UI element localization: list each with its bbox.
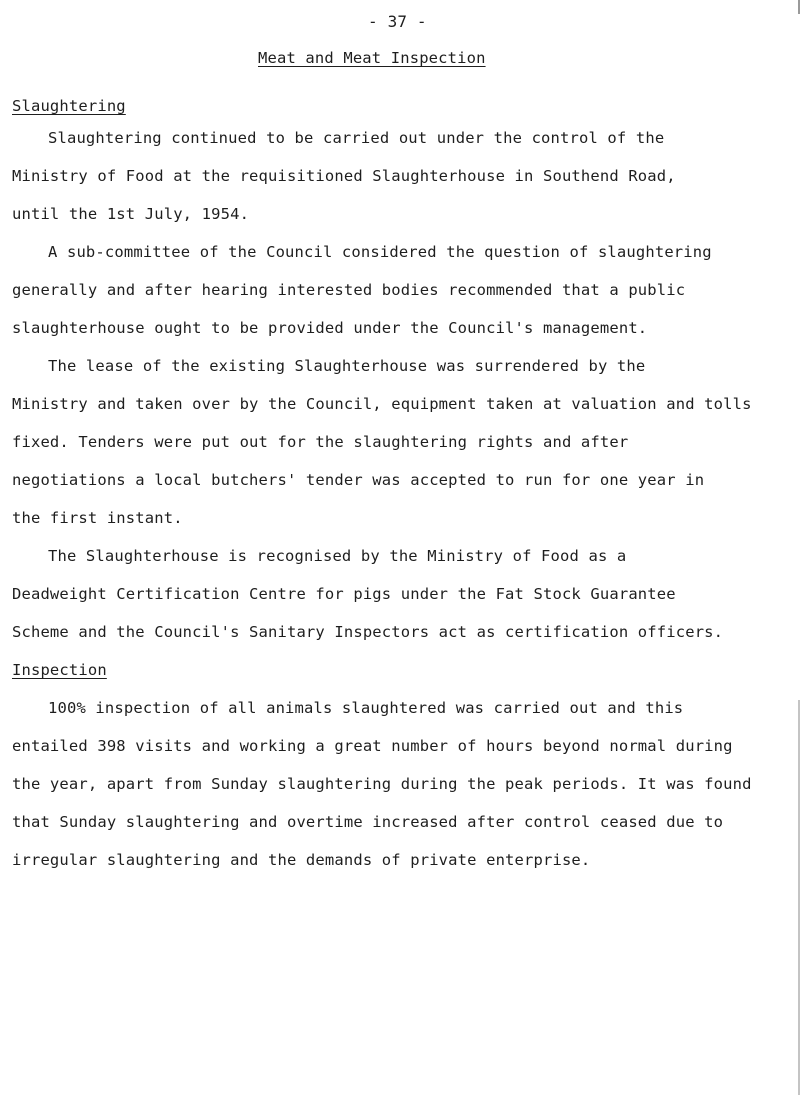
paragraph-line: the first instant. [12, 509, 183, 527]
section-heading-slaughtering: Slaughtering [12, 97, 126, 115]
page-title: Meat and Meat Inspection [258, 49, 486, 67]
paragraph-line: negotiations a local butchers' tender was accepted to run for one year in [12, 471, 705, 489]
paragraph-line: fixed. Tenders were put out for the slaughtering rights and after [12, 433, 629, 451]
paragraph-line: generally and after hearing interested bodies recommended that a public [12, 281, 686, 299]
paragraph-line: The lease of the existing Slaughterhouse was surrendered by the [48, 357, 646, 375]
paragraph-line: until the 1st July, 1954. [12, 205, 250, 223]
paragraph-line: Ministry and taken over by the Council, equipment taken at valuation and tolls [12, 395, 752, 413]
paragraph-line: the year, apart from Sunday slaughtering during the peak periods. It was found [12, 775, 752, 793]
paragraph-line: A sub-committee of the Council considered the question of slaughtering [48, 243, 712, 261]
paragraph-line: slaughterhouse ought to be provided under the Council's management. [12, 319, 648, 337]
page-number: - 37 - [368, 12, 427, 31]
paragraph-line: Scheme and the Council's Sanitary Inspectors act as certification officers. [12, 623, 724, 641]
paragraph-line: entailed 398 visits and working a great number of hours beyond normal during [12, 737, 733, 755]
section-heading-inspection: Inspection [12, 661, 107, 679]
paragraph-line: irregular slaughtering and the demands of private enterprise. [12, 851, 591, 869]
paragraph-line: Deadweight Certification Centre for pigs under the Fat Stock Guarantee [12, 585, 676, 603]
paragraph-line: 100% inspection of all animals slaughtered was carried out and this [48, 699, 684, 717]
paragraph-line: The Slaughterhouse is recognised by the Ministry of Food as a [48, 547, 627, 565]
paragraph-line: Ministry of Food at the requisitioned Slaughterhouse in Southend Road, [12, 167, 676, 185]
paragraph-line: that Sunday slaughtering and overtime increased after control ceased due to [12, 813, 724, 831]
paragraph-line: Slaughtering continued to be carried out under the control of the [48, 129, 665, 147]
